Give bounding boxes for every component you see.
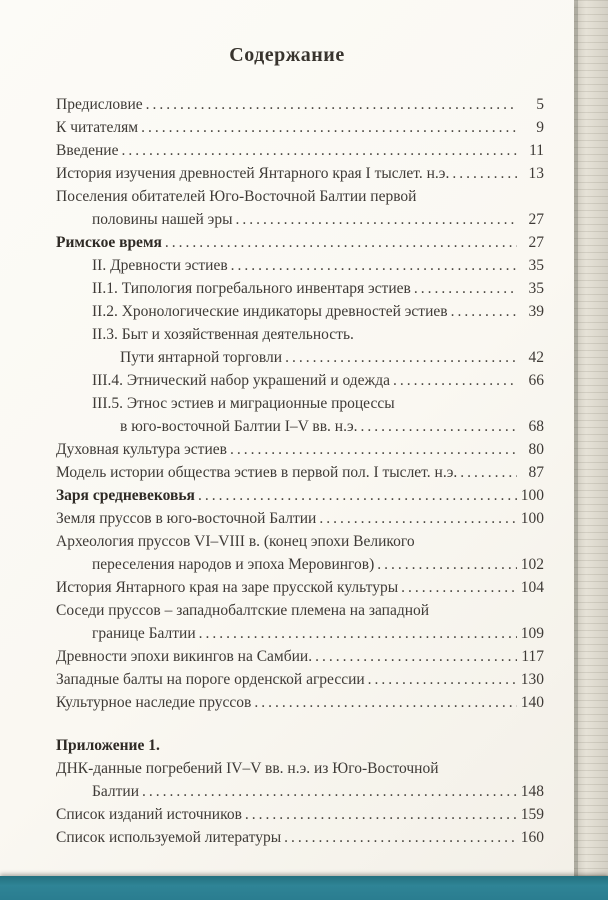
toc-page-number: 9	[536, 119, 544, 136]
toc-entry-label: К читателям	[56, 119, 139, 136]
toc-line	[56, 254, 544, 277]
toc-entry-label: границе Балтии	[92, 625, 196, 642]
toc-entry	[56, 93, 544, 116]
toc-line	[56, 93, 544, 116]
toc-entry-label: Модель истории общества эстиев в первой пол. I тыслет. н.э.	[56, 464, 458, 481]
toc-page-number: 35	[528, 280, 544, 297]
dot-leader	[285, 346, 517, 369]
toc-line	[56, 668, 544, 691]
toc-line	[56, 576, 544, 599]
toc-entry	[56, 826, 544, 849]
toc-line	[56, 438, 544, 461]
toc-entry	[56, 231, 544, 254]
toc-page-number: 27	[528, 211, 544, 228]
toc-line	[56, 507, 544, 530]
toc-page-number: 104	[520, 579, 544, 596]
toc-page-number: 159	[520, 806, 544, 823]
dot-leader	[146, 93, 517, 116]
toc-line	[56, 415, 544, 438]
toc-page-number: 5	[536, 96, 544, 113]
toc-entry	[56, 162, 544, 185]
toc-entry-label: Список используемой литературы	[56, 829, 282, 846]
dot-leader	[393, 369, 517, 392]
toc-entry-label: Культурное наследие пруссов	[56, 694, 252, 711]
toc-page-number: 100	[520, 487, 544, 504]
toc-line	[56, 734, 544, 757]
toc-entry-label: III.5. Этнос эстиев и миграционные процессы	[92, 395, 395, 412]
dot-leader	[231, 254, 517, 277]
toc-entry-label: в юго-восточной Балтии I–V вв. н.э.	[120, 418, 358, 435]
toc-line	[56, 826, 544, 849]
toc-entry	[56, 757, 544, 803]
toc-entry	[56, 599, 544, 645]
toc-entry-label: Заря средневековья	[56, 487, 195, 504]
toc-entry-label: История изучения древностей Янтарного края I тыслет. н.э.	[56, 165, 450, 182]
toc-entry	[56, 484, 544, 507]
toc-entry-label: Духовная культура эстиев	[56, 441, 227, 458]
toc-entry-label: Список изданий источников	[56, 806, 242, 823]
toc-entry-label: Римское время	[56, 234, 162, 251]
toc-page-number: 66	[528, 372, 544, 389]
toc-entry	[56, 668, 544, 691]
toc-line	[56, 599, 544, 622]
toc-line	[56, 116, 544, 139]
toc-entry-label: Земля пруссов в юго-восточной Балтии	[56, 510, 317, 527]
toc-entry	[56, 277, 544, 300]
toc-entry	[56, 323, 544, 369]
toc-entry-label: Балтии	[92, 783, 140, 800]
toc-entry-label: История Янтарного края на заре прусской культуры	[56, 579, 399, 596]
toc-entry	[56, 645, 544, 668]
toc-entry	[56, 461, 544, 484]
toc-entry	[56, 438, 544, 461]
dot-leader	[165, 231, 517, 254]
dot-leader	[452, 162, 517, 185]
dot-leader	[284, 826, 517, 849]
dot-leader	[315, 645, 517, 668]
toc-entry	[56, 530, 544, 576]
dot-leader	[121, 139, 517, 162]
dot-leader	[142, 780, 517, 803]
toc-page-number: 11	[529, 142, 544, 159]
toc-entry-label: Введение	[56, 142, 119, 159]
toc-entry	[56, 392, 544, 438]
toc-entry	[56, 139, 544, 162]
toc-line	[56, 484, 544, 507]
toc-page-number: 68	[528, 418, 544, 435]
dot-leader	[230, 438, 517, 461]
dot-leader	[198, 484, 517, 507]
dot-leader	[319, 507, 517, 530]
book-cover-strip	[0, 876, 608, 900]
toc-entry	[56, 369, 544, 392]
toc-page-number: 148	[520, 783, 544, 800]
toc-line	[56, 346, 544, 369]
dot-leader	[245, 803, 517, 826]
toc-page-number: 109	[520, 625, 544, 642]
dot-leader	[236, 208, 518, 231]
toc-entry	[56, 254, 544, 277]
toc-line	[56, 185, 544, 208]
toc-entry-label: ДНК-данные погребений IV–V вв. н.э. из Юго-Восточной	[56, 760, 439, 777]
toc-entry-label: II.2. Хронологические индикаторы древностей эстиев	[92, 303, 448, 320]
dot-leader	[451, 300, 517, 323]
toc-entry-label: Западные балты на пороге орденской агрессии	[56, 671, 365, 688]
toc-line	[56, 461, 544, 484]
dot-leader	[401, 576, 517, 599]
dot-leader	[361, 415, 518, 438]
toc-entry-label: Поселения обитателей Юго-Восточной Балтии первой	[56, 188, 417, 205]
toc-page-number: 102	[520, 556, 544, 573]
toc-page-number: 100	[520, 510, 544, 527]
toc-page-number: 160	[520, 829, 544, 846]
toc-entry-label: Пути янтарной торговли	[120, 349, 283, 366]
toc-entry-label: Соседи пруссов – западнобалтские племена на западной	[56, 602, 430, 619]
toc-entry	[56, 691, 544, 714]
toc-line	[56, 277, 544, 300]
toc-page-number: 35	[528, 257, 544, 274]
toc-entry-label: Древности эпохи викингов на Самбии.	[56, 648, 313, 665]
toc-line	[56, 139, 544, 162]
toc-line	[56, 691, 544, 714]
toc-entry	[56, 507, 544, 530]
toc-line	[56, 757, 544, 780]
toc-entry-label: Предисловие	[56, 96, 143, 113]
toc-entry-label: II.3. Быт и хозяйственная деятельность.	[92, 326, 354, 343]
toc-page-number: 80	[528, 441, 544, 458]
toc-entry-label: Приложение 1.	[56, 737, 160, 754]
dot-leader	[377, 553, 517, 576]
toc-line	[56, 208, 544, 231]
toc-line	[56, 323, 544, 346]
toc-title: Содержание	[229, 44, 345, 66]
dot-leader	[460, 461, 517, 484]
toc-line	[56, 231, 544, 254]
toc-page-number: 39	[528, 303, 544, 320]
toc-entry	[56, 300, 544, 323]
toc-page-number: 117	[521, 648, 544, 665]
toc-line	[56, 530, 544, 553]
toc-line	[56, 622, 544, 645]
toc-entry-label: переселения народов и эпоха Меровингов)	[92, 556, 375, 573]
toc-line	[56, 369, 544, 392]
toc-entry-label: половины нашей эры	[92, 211, 233, 228]
toc-entry	[56, 185, 544, 231]
toc-line	[56, 645, 544, 668]
dot-leader	[141, 116, 517, 139]
toc-entry-label: II.1. Типология погребального инвентаря эстиев	[92, 280, 411, 297]
dot-leader	[199, 622, 517, 645]
toc-entry	[56, 803, 544, 826]
toc-page-number: 87	[528, 464, 544, 481]
dot-leader	[414, 277, 517, 300]
toc-page-number: 130	[520, 671, 544, 688]
toc-page-number: 42	[528, 349, 544, 366]
toc-page-number: 13	[528, 165, 544, 182]
toc-line	[56, 300, 544, 323]
dot-leader	[254, 691, 517, 714]
toc-line	[56, 553, 544, 576]
toc-line	[56, 803, 544, 826]
toc-line	[56, 392, 544, 415]
toc-entry	[56, 576, 544, 599]
toc-entry	[56, 116, 544, 139]
toc-page-number: 140	[520, 694, 544, 711]
dot-leader	[368, 668, 517, 691]
toc-entry-label: II. Древности эстиев	[92, 257, 228, 274]
toc-entry	[56, 734, 544, 757]
toc-page-number: 27	[528, 234, 544, 251]
toc-line	[56, 162, 544, 185]
toc-list	[56, 93, 544, 849]
toc-entry-label: III.4. Этнический набор украшений и одежда	[92, 372, 391, 389]
toc-entry-label: Археология пруссов VI–VIII в. (конец эпохи Великого	[56, 533, 415, 550]
toc-line	[56, 780, 544, 803]
